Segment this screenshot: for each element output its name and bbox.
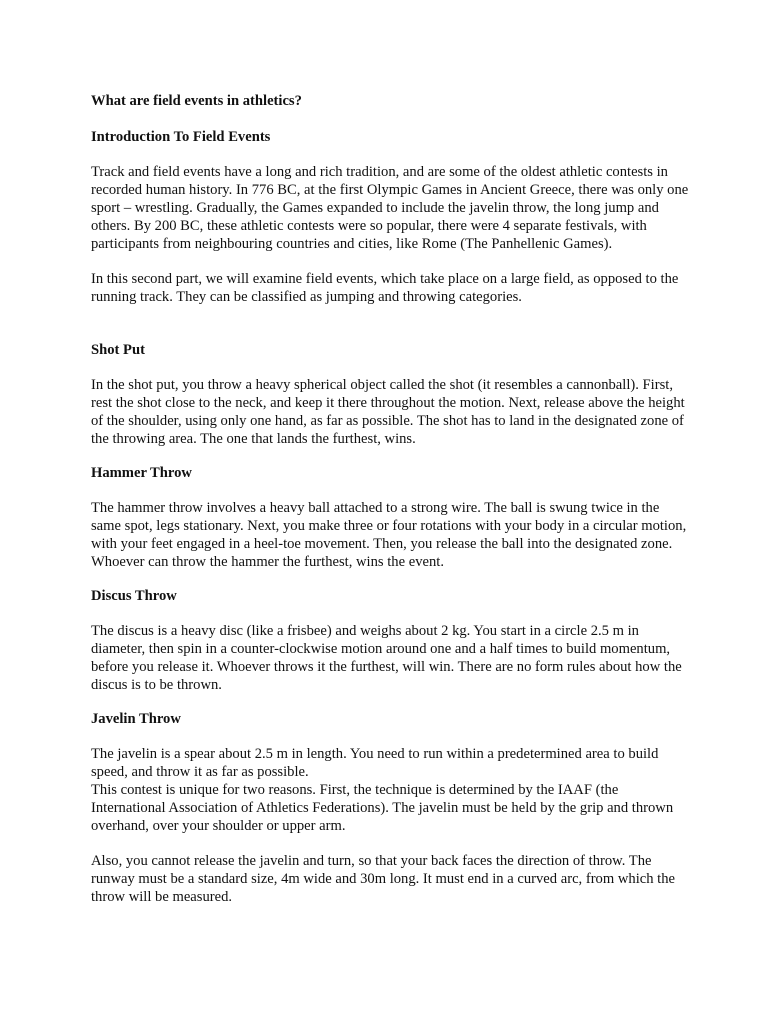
introduction-heading: Introduction To Field Events — [91, 129, 271, 145]
hammer-throw-paragraph: The hammer throw involves a heavy ball attached to a strong wire. The ball is swung twice in the same spot, legs stationary. Next, you make three or four rotations with your body in a circular motion, with your feet engaged in a heel-toe movement. Then, you release the ball into the designated zone. Whoever can throw the hammer the furthest, wins the event. — [91, 500, 687, 570]
document-body — [91, 92, 689, 906]
introduction-paragraph: In this second part, we will examine field events, which take place on a large field, as opposed to the running track. They can be classified as jumping and throwing categories. — [91, 271, 679, 305]
document-title: What are field events in athletics? — [91, 93, 302, 109]
javelin-throw-paragraph: The javelin is a spear about 2.5 m in length. You need to run within a predetermined area to build speed, and throw it as far as possible. — [91, 746, 659, 780]
introduction-paragraph: Track and field events have a long and rich tradition, and are some of the oldest athletic contests in recorded human history. In 776 BC, at the first Olympic Games in Ancient Greece, there was only one sport – wrestling. Gradually, the Games expanded to include the javelin throw, the long jump and others. By 200 BC, these athletic contests were so popular, there were 4 separate festivals, with participants from neighbouring countries and cities, like Rome (The Panhellenic Games). — [91, 164, 689, 252]
discus-throw-heading: Discus Throw — [91, 588, 177, 604]
javelin-throw-paragraph: Also, you cannot release the javelin and turn, so that your back faces the direction of throw. The runway must be a standard size, 4m wide and 30m long. It must end in a curved arc, from which the throw will be measured. — [91, 853, 675, 905]
javelin-throw-paragraph: This contest is unique for two reasons. First, the technique is determined by the IAAF (the International Association of Athletics Federations). The javelin must be held by the grip and thrown overhand, over your shoulder or upper arm. — [91, 782, 674, 834]
javelin-throw-heading: Javelin Throw — [91, 711, 181, 727]
discus-throw-paragraph: The discus is a heavy disc (like a frisbee) and weighs about 2 kg. You start in a circle 2.5 m in diameter, then spin in a counter-clockwise motion around one and a half times to build momentum, before you release it. Whoever throws it the furthest, will win. There are no form rules about how the discus is to be thrown. — [91, 623, 682, 693]
shot-put-heading: Shot Put — [91, 342, 145, 358]
shot-put-paragraph: In the shot put, you throw a heavy spherical object called the shot (it resembles a cannonball). First, rest the shot close to the neck, and keep it there throughout the motion. Next, release above the height of the shoulder, using only one hand, as far as possible. The shot has to land in the designated zone of the throwing area. The one that lands the furthest, wins. — [91, 377, 685, 447]
hammer-throw-heading: Hammer Throw — [91, 465, 192, 481]
